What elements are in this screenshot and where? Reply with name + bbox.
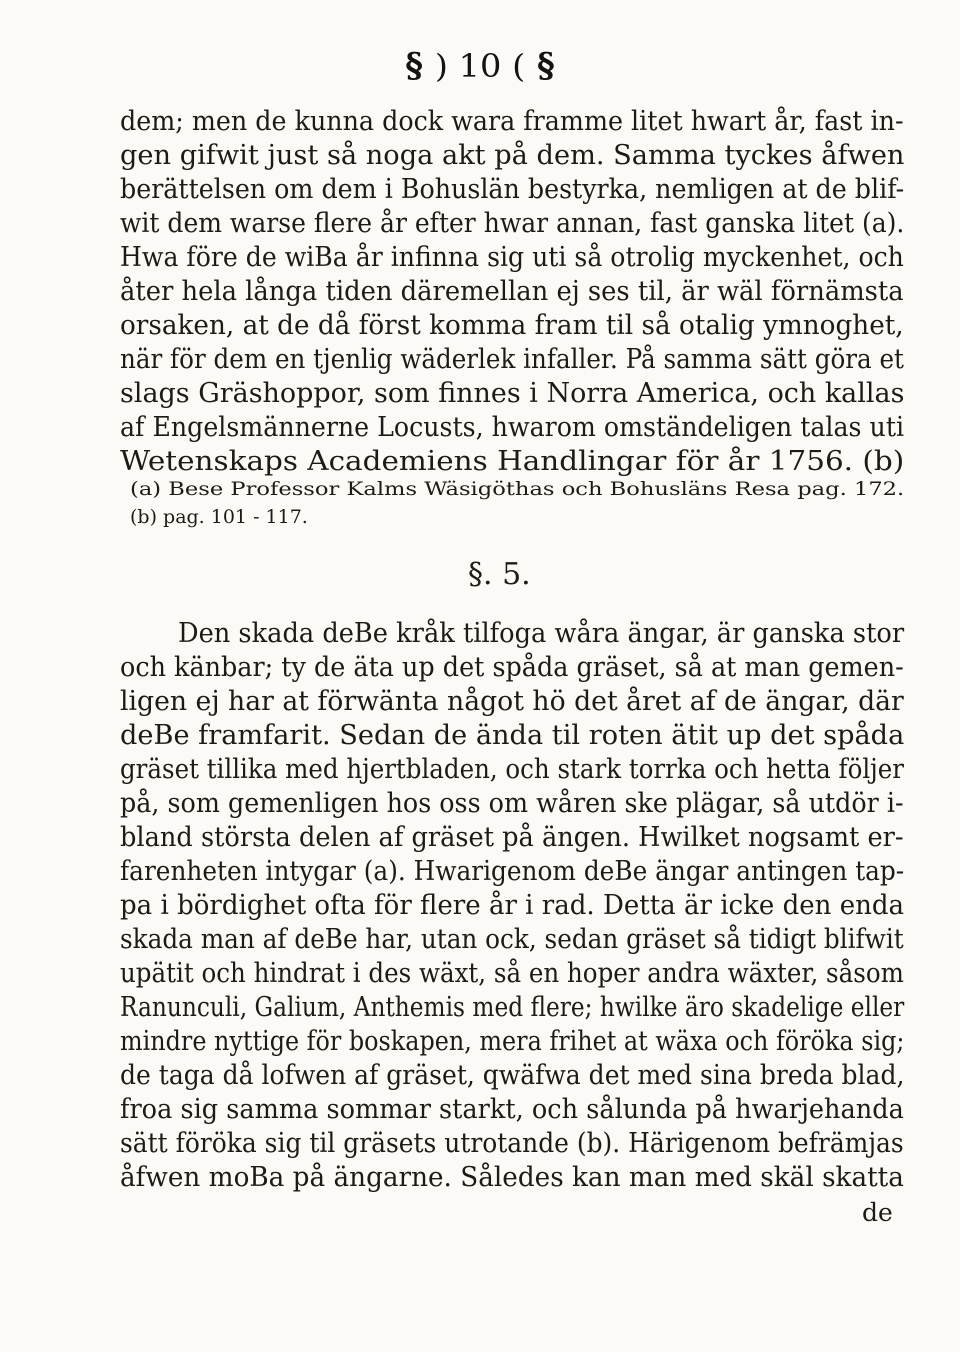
text-line: mindre nyttige för boskapen, mera frihet at wäxa och föröka sig; (120, 1026, 905, 1057)
text-line: de taga då lofwen af gräset, qwäfwa det med sina breda blad, (120, 1060, 905, 1091)
text-line: upätit och hindrat i des wäxt, så en hoper andra wäxter, såsom (120, 958, 904, 989)
page-number: ) 10 ( (434, 47, 526, 85)
section-heading: §. 5. (468, 557, 531, 592)
header-ornament-left: § (405, 46, 423, 86)
text-line: Hwa före de wiBa år infinna sig uti så otrolig myckenhet, och (120, 242, 904, 273)
text-line: froa sig samma sommar starkt, och sålunda på hwarjehanda (120, 1094, 904, 1125)
footnote-b: (b) pag. 101 - 117. (130, 506, 308, 528)
text-line: och känbar; ty de äta up det spåda gräset, så at man gemen- (120, 652, 904, 683)
text-line: pa i bördighet ofta för flere år i rad. Detta är icke den enda (120, 890, 905, 921)
text-line: bland största delen af gräset på ängen. Hwilket nogsamt er- (120, 822, 904, 853)
text-line: wit dem warse flere år efter hwar annan, fast ganska litet (a). (120, 208, 905, 239)
text-line: deBe framfarit. Sedan de ända til roten ätit up det spåda (120, 720, 905, 751)
footnote-a: (a) Bese Professor Kalms Wäsigöthas och Bohusläns Resa pag. 172. (130, 478, 905, 500)
text-line: Ranunculi, Galium, Anthemis med flere; hwilke äro skadelige eller (120, 992, 905, 1023)
text-line: berättelsen om dem i Bohuslän bestyrka, nemligen at de blif- (120, 174, 905, 205)
page-header (0, 44, 960, 88)
text-line: dem; men de kunna dock wara framme litet hwart år, fast in- (120, 106, 904, 137)
text-line: åfwen moBa på ängarne. Således kan man med skäl skatta (120, 1162, 904, 1193)
text-line: när för dem en tjenlig wäderlek infaller. På samma sätt göra et (120, 344, 904, 375)
text-line: gen gifwit just så noga akt på dem. Samma tyckes åfwen (120, 140, 905, 171)
text-line: skada man af deBe har, utan ock, sedan gräset så tidigt blifwit (120, 924, 904, 955)
text-line: farenheten intygar (a). Hwarigenom deBe ängar antingen tap- (120, 856, 905, 887)
text-line: sätt föröka sig til gräsets utrotande (b). Härigenom befrämjas (120, 1128, 904, 1159)
catchword: de (862, 1198, 893, 1227)
text-line: slags Gräshoppor, som finnes i Norra America, och kallas (120, 378, 905, 409)
text-line: på, som gemenligen hos oss om wåren ske plägar, så utdör i- (120, 788, 904, 819)
text-line: orsaken, at de då först komma fram til så otalig ymnoghet, (120, 310, 904, 341)
header-ornament-right: § (537, 46, 555, 86)
text-line: Wetenskaps Academiens Handlingar för år 1756. (b) (120, 446, 905, 477)
text-line: Den skada deBe kråk tilfoga wåra ängar, är ganska stor (178, 618, 905, 649)
text-line: gräset tillika med hjertbladen, och stark torrka och hetta följer (120, 754, 904, 785)
text-line: åter hela långa tiden däremellan ej ses til, är wäl förnämsta (120, 276, 904, 307)
text-line: ligen ej har at förwänta något hö det året af de ängar, där (120, 686, 904, 717)
text-line: af Engelsmännerne Locusts, hwarom omständeligen talas uti (120, 412, 905, 443)
